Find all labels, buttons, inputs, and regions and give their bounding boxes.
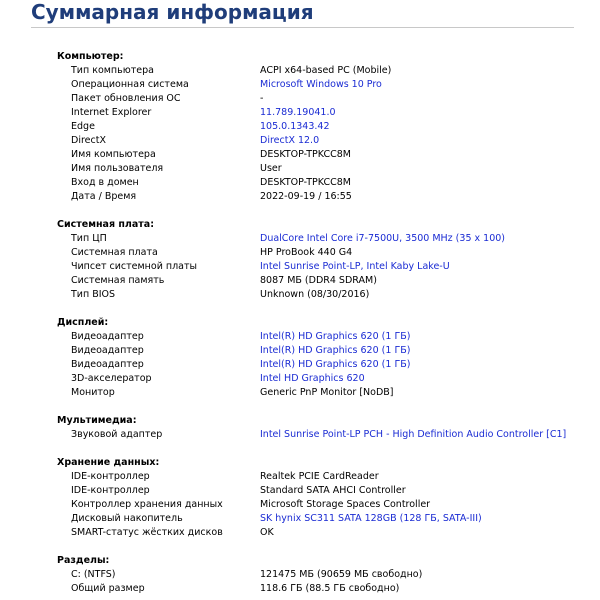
info-row: [57, 64, 597, 78]
row-label: Звуковой адаптер: [71, 429, 163, 440]
row-label: SMART-статус жёстких дисков: [71, 527, 223, 538]
info-row: [57, 176, 597, 190]
row-label: Имя пользователя: [71, 163, 164, 174]
info-row: [57, 582, 597, 596]
info-row: [57, 372, 597, 386]
summary-list: [57, 50, 597, 596]
row-value: 8087 МБ (DDR4 SDRAM): [260, 275, 377, 286]
row-label: 3D-акселератор: [71, 373, 152, 384]
info-row: [57, 498, 597, 512]
info-row: [57, 148, 597, 162]
row-value-link[interactable]: DualCore Intel Core i7-7500U, 3500 MHz (35 x 100): [260, 233, 505, 244]
title-divider: [31, 27, 574, 28]
row-label: Internet Explorer: [71, 107, 152, 118]
row-value-link[interactable]: DirectX 12.0: [260, 135, 320, 146]
info-row: [57, 470, 597, 484]
info-row: [57, 526, 597, 540]
info-row: [57, 92, 597, 106]
row-label: Системная память: [71, 275, 165, 286]
section-computer: [57, 50, 597, 204]
info-row: [57, 512, 597, 526]
row-value: DESKTOP-TPKCC8M: [260, 149, 351, 160]
row-label: Операционная система: [71, 79, 189, 90]
row-value-link[interactable]: Intel HD Graphics 620: [260, 373, 365, 384]
row-label: Имя компьютера: [71, 149, 156, 160]
info-row: [57, 358, 597, 372]
row-label: Общий размер: [71, 583, 145, 594]
section-heading: Разделы:: [57, 555, 110, 566]
row-label: Чипсет системной платы: [71, 261, 198, 272]
row-value: 121475 МБ (90659 МБ свободно): [260, 569, 423, 580]
info-row: [57, 162, 597, 176]
row-label: IDE-контроллер: [71, 471, 150, 482]
row-value-link[interactable]: Intel(R) HD Graphics 620 (1 ГБ): [260, 331, 411, 342]
row-value: DESKTOP-TPKCC8M: [260, 177, 351, 188]
info-row: [57, 568, 597, 582]
info-row: [57, 106, 597, 120]
row-value: User: [260, 163, 282, 174]
section-heading: Мультимедиа:: [57, 415, 137, 426]
row-value-link[interactable]: 11.789.19041.0: [260, 107, 336, 118]
row-value: Unknown (08/30/2016): [260, 289, 370, 300]
row-value: Realtek PCIE CardReader: [260, 471, 379, 482]
row-value-link[interactable]: SK hynix SC311 SATA 128GB (128 ГБ, SATA-III): [260, 513, 482, 524]
page-title: Суммарная информация: [31, 0, 314, 24]
section-gap: [57, 204, 597, 218]
info-row: [57, 274, 597, 288]
info-row: [57, 330, 597, 344]
row-value-link[interactable]: 105.0.1343.42: [260, 121, 330, 132]
info-row: [57, 288, 597, 302]
section-heading: Хранение данных:: [57, 457, 160, 468]
info-row: [57, 120, 597, 134]
row-value: HP ProBook 440 G4: [260, 247, 353, 258]
row-label: Видеоадаптер: [71, 359, 144, 370]
row-label: DirectX: [71, 135, 106, 146]
row-label: Системная плата: [71, 247, 158, 258]
row-value-link[interactable]: Intel Sunrise Point-LP, Intel Kaby Lake-U: [260, 261, 450, 272]
info-row: [57, 78, 597, 92]
info-row: [57, 344, 597, 358]
row-value: 118.6 ГБ (88.5 ГБ свободно): [260, 583, 400, 594]
row-value-link[interactable]: Intel Sunrise Point-LP PCH - High Definition Audio Controller [C1]: [260, 429, 567, 440]
section-gap: [57, 442, 597, 456]
section-gap: [57, 302, 597, 316]
section-motherboard: [57, 218, 597, 302]
row-value: Microsoft Storage Spaces Controller: [260, 499, 431, 510]
section-multimedia: [57, 414, 597, 442]
section-storage: [57, 456, 597, 540]
section-partitions: [57, 554, 597, 596]
row-value: 2022-09-19 / 16:55: [260, 191, 352, 202]
section-gap: [57, 400, 597, 414]
info-row: [57, 232, 597, 246]
row-label: Видеоадаптер: [71, 331, 144, 342]
row-label: Контроллер хранения данных: [71, 499, 223, 510]
info-row: [57, 260, 597, 274]
row-label: Вход в домен: [71, 177, 139, 188]
row-label: Дата / Время: [71, 191, 137, 202]
info-row: [57, 246, 597, 260]
row-label: Edge: [71, 121, 95, 132]
row-label: Монитор: [71, 387, 115, 398]
row-value: OK: [260, 527, 274, 538]
row-label: Пакет обновления ОС: [71, 93, 181, 104]
row-label: Тип BIOS: [71, 289, 116, 300]
section-heading: Дисплей:: [57, 317, 109, 328]
row-label: C: (NTFS): [71, 569, 116, 580]
row-value-link[interactable]: Microsoft Windows 10 Pro: [260, 79, 382, 90]
section-heading: Компьютер:: [57, 51, 124, 62]
row-value-link[interactable]: Intel(R) HD Graphics 620 (1 ГБ): [260, 359, 411, 370]
row-value: ACPI x64-based PC (Mobile): [260, 65, 392, 76]
section-display: [57, 316, 597, 400]
row-label: Тип компьютера: [71, 65, 154, 76]
info-row: [57, 386, 597, 400]
row-label: Видеоадаптер: [71, 345, 144, 356]
info-row: [57, 484, 597, 498]
row-label: IDE-контроллер: [71, 485, 150, 496]
info-row: [57, 190, 597, 204]
section-heading: Системная плата:: [57, 219, 155, 230]
row-value: Standard SATA AHCI Controller: [260, 485, 406, 496]
section-gap: [57, 540, 597, 554]
row-value: Generic PnP Monitor [NoDB]: [260, 387, 394, 398]
row-value-link[interactable]: Intel(R) HD Graphics 620 (1 ГБ): [260, 345, 411, 356]
row-label: Дисковый накопитель: [71, 513, 183, 524]
info-row: [57, 428, 597, 442]
row-label: Тип ЦП: [71, 233, 107, 244]
info-row: [57, 134, 597, 148]
row-value: -: [260, 93, 264, 104]
